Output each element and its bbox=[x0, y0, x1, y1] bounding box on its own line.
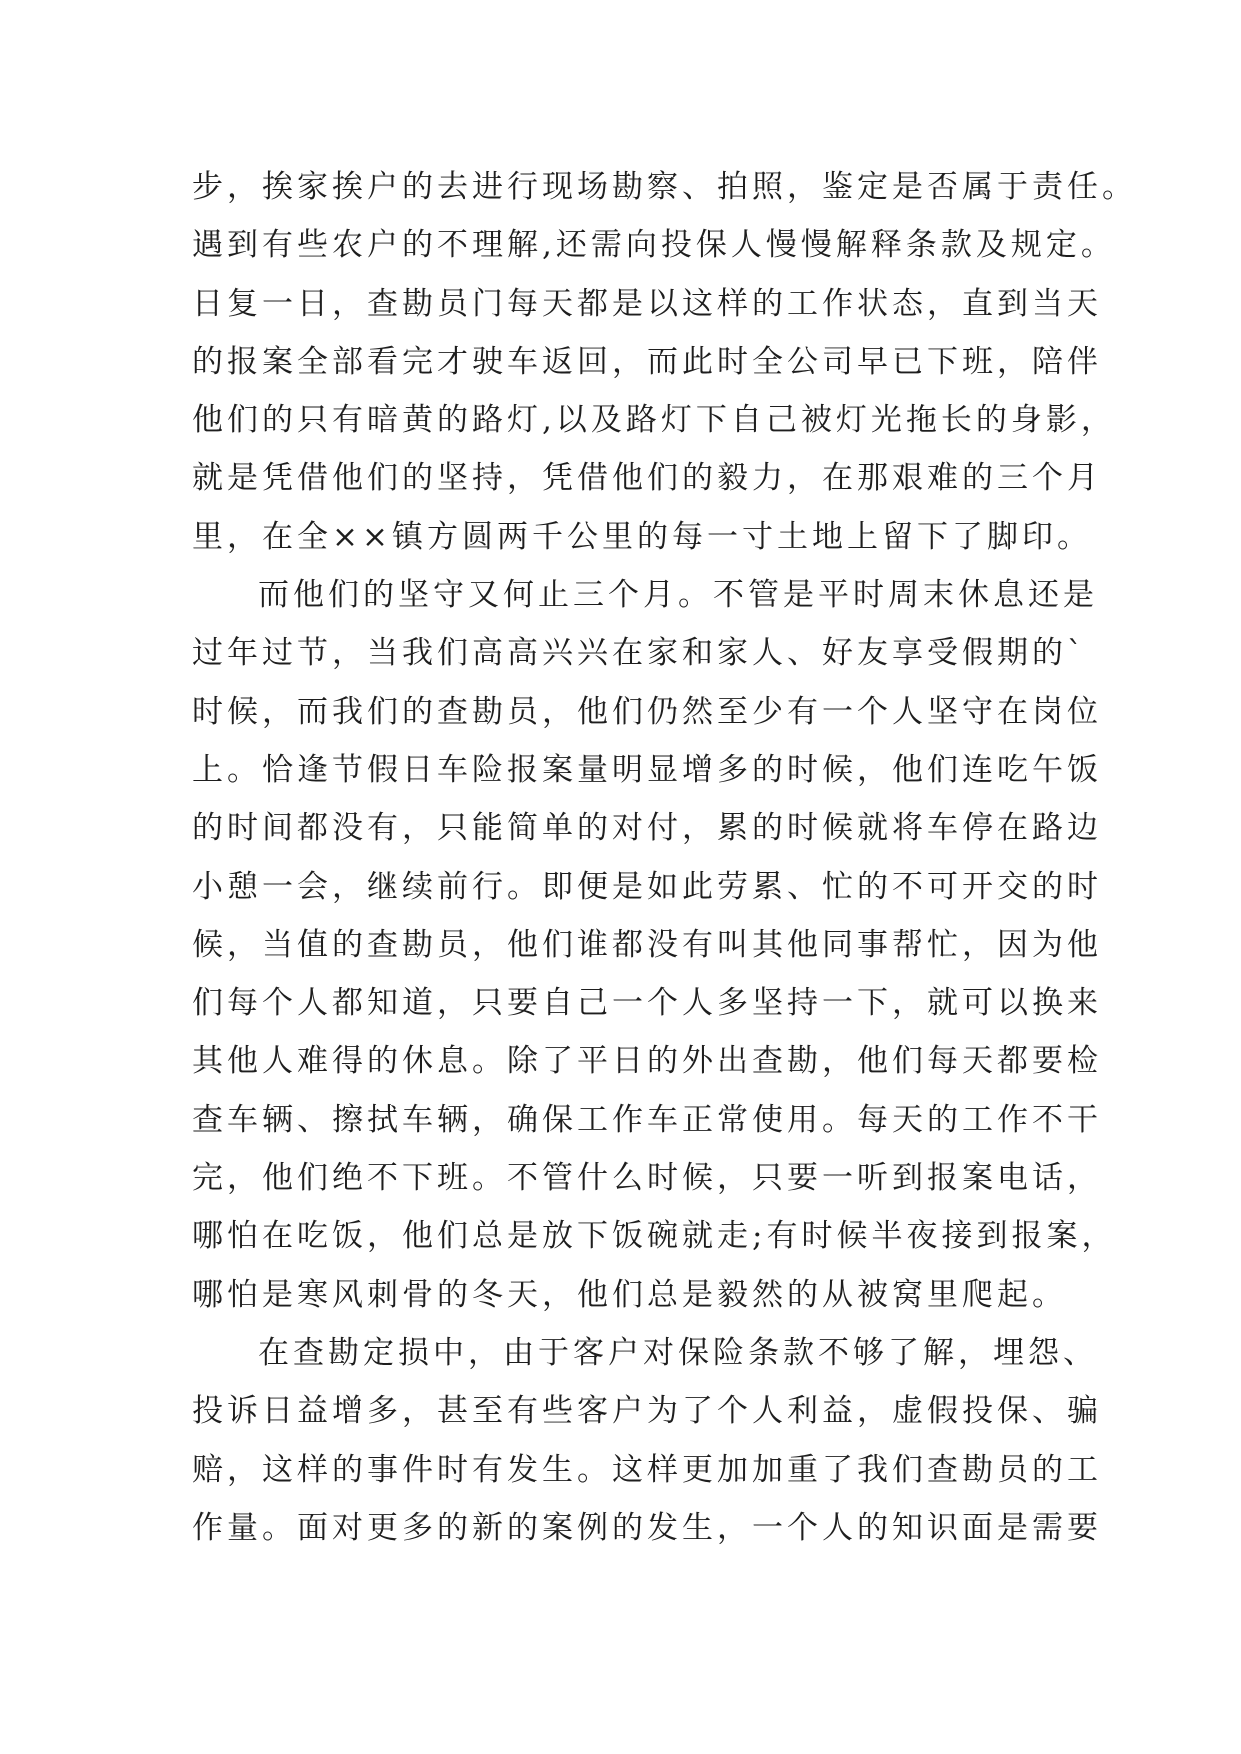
text-line: 遇到有些农户的不理解,还需向投保人慢慢解释条款及规定。 bbox=[192, 227, 1116, 264]
text-line: 查车辆、擦拭车辆，确保工作车正常使用。每天的工作不干 bbox=[192, 1101, 1102, 1138]
text-line: 过年过节，当我们高高兴兴在家和家人、好友享受假期的` bbox=[192, 635, 1087, 672]
text-line: 完，他们绝不下班。不管什么时候，只要一听到报案电话， bbox=[192, 1160, 1102, 1197]
text-line: 上。恰逢节假日车险报案量明显增多的时候，他们连吃午饭 bbox=[192, 751, 1102, 788]
text-line: 哪怕是寒风刺骨的冬天，他们总是毅然的从被窝里爬起。 bbox=[192, 1276, 1067, 1313]
text-line: 们每个人都知道，只要自己一个人多坚持一下，就可以换来 bbox=[192, 985, 1102, 1022]
paragraph-first-line: 在查勘定损中，由于客户对保险条款不够了解，埋怨、 bbox=[258, 1334, 1098, 1371]
text-line: 的时间都没有，只能简单的对付，累的时候就将车停在路边 bbox=[192, 810, 1102, 847]
text-line: 就是凭借他们的坚持，凭借他们的毅力，在那艰难的三个月 bbox=[192, 460, 1102, 497]
text-line: 他们的只有暗黄的路灯,以及路灯下自己被灯光拖长的身影， bbox=[192, 402, 1116, 439]
text-line: 候，当值的查勘员，他们谁都没有叫其他同事帮忙，因为他 bbox=[192, 926, 1102, 963]
text-line: 步，挨家挨户的去进行现场勘察、拍照，鉴定是否属于责任。 bbox=[192, 169, 1137, 205]
text-line: 的报案全部看完才驶车返回，而此时全公司早已下班，陪伴 bbox=[192, 343, 1102, 380]
text-line: 哪怕在吃饭，他们总是放下饭碗就走;有时候半夜接到报案， bbox=[192, 1218, 1117, 1255]
text-line: 日复一日，查勘员门每天都是以这样的工作状态，直到当天 bbox=[192, 285, 1102, 322]
paragraph-first-line: 而他们的坚守又何止三个月。不管是平时周末休息还是 bbox=[258, 577, 1098, 614]
text-line: 赔，这样的事件时有发生。这样更加加重了我们查勘员的工 bbox=[192, 1451, 1102, 1488]
text-line: 时候，而我们的查勘员，他们仍然至少有一个人坚守在岗位 bbox=[192, 693, 1102, 730]
text-line: 里，在全××镇方圆两千公里的每一寸土地上留下了脚印。 bbox=[192, 518, 1092, 555]
text-line: 小憩一会，继续前行。即便是如此劳累、忙的不可开交的时 bbox=[192, 868, 1102, 905]
text-line: 作量。面对更多的新的案例的发生，一个人的知识面是需要 bbox=[192, 1509, 1102, 1546]
document-body bbox=[192, 158, 1137, 1557]
text-line: 投诉日益增多，甚至有些客户为了个人利益，虚假投保、骗 bbox=[192, 1393, 1102, 1430]
text-line: 其他人难得的休息。除了平日的外出查勘，他们每天都要检 bbox=[192, 1043, 1102, 1080]
